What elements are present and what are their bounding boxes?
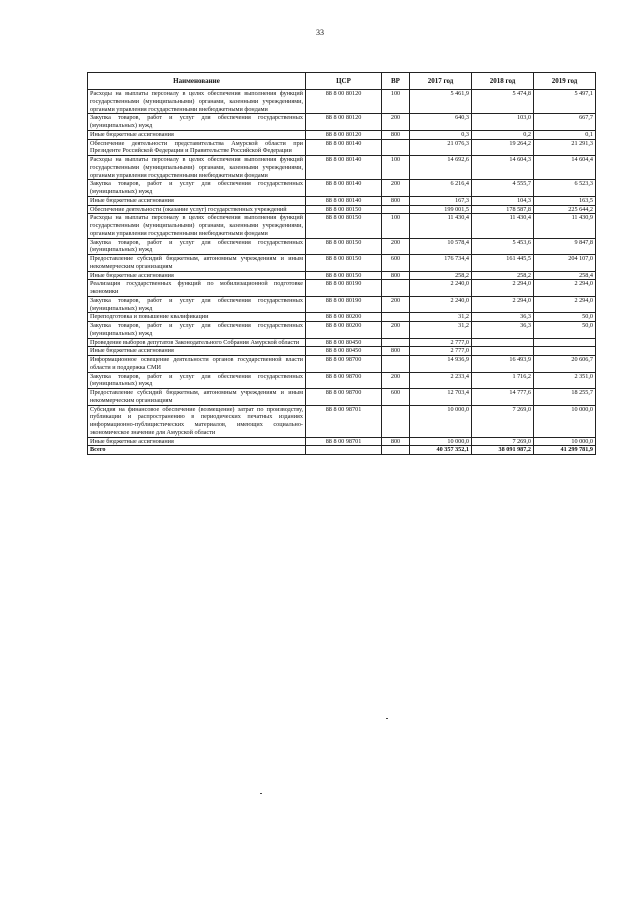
cell-name: Закупка товаров, работ и услуг для обеспечения государственных (муниципальных) нужд <box>88 296 306 313</box>
cell-2019: 18 255,7 <box>534 389 596 406</box>
cell-csr: 88 8 00 80120 <box>306 114 382 131</box>
cell-csr: 88 8 00 80190 <box>306 296 382 313</box>
cell-csr: 88 8 00 80150 <box>306 214 382 238</box>
cell-vr: 800 <box>382 271 410 280</box>
cell-2018: 5 474,8 <box>472 90 534 114</box>
cell-2017: 2 233,4 <box>410 372 472 389</box>
cell-csr: 88 8 00 98700 <box>306 356 382 373</box>
cell-name: Расходы на выплаты персоналу в целях обеспечения выполнения функций государственными (муниципальными) органами, казенными учреждениями, органами управления государственными внебюджетными фондами <box>88 214 306 238</box>
cell-2019: 20 606,7 <box>534 356 596 373</box>
cell-2017: 199 001,5 <box>410 205 472 214</box>
table-row <box>88 372 596 389</box>
table-row <box>88 405 596 437</box>
scan-speck <box>386 718 388 719</box>
cell-2017: 2 777,0 <box>410 347 472 356</box>
total-label: Всего <box>88 446 306 455</box>
table-row <box>88 114 596 131</box>
cell-2019: 50,0 <box>534 313 596 322</box>
cell-2019: 14 604,4 <box>534 156 596 180</box>
cell-2019: 163,5 <box>534 196 596 205</box>
cell-2018: 14 777,6 <box>472 389 534 406</box>
cell-2017: 10 000,0 <box>410 437 472 446</box>
cell-vr <box>382 356 410 373</box>
cell-2018 <box>472 347 534 356</box>
cell-2019: 11 430,9 <box>534 214 596 238</box>
table-row <box>88 90 596 114</box>
cell-vr: 200 <box>382 296 410 313</box>
cell-csr: 88 8 00 98701 <box>306 405 382 437</box>
cell-2018: 1 716,2 <box>472 372 534 389</box>
cell-vr: 200 <box>382 238 410 255</box>
cell-2019: 9 847,8 <box>534 238 596 255</box>
total-2019: 41 299 781,9 <box>534 446 596 455</box>
header-2018: 2018 год <box>472 73 534 90</box>
cell-vr <box>382 280 410 297</box>
total-row <box>88 446 596 455</box>
cell-csr: 88 8 00 80150 <box>306 255 382 272</box>
cell-vr: 800 <box>382 437 410 446</box>
table-body <box>88 90 596 455</box>
cell-2017: 10 000,0 <box>410 405 472 437</box>
cell-2019: 2 351,0 <box>534 372 596 389</box>
table-row <box>88 280 596 297</box>
cell-2017: 0,3 <box>410 130 472 139</box>
cell-vr <box>382 446 410 455</box>
cell-name: Иные бюджетные ассигнования <box>88 196 306 205</box>
table-row <box>88 356 596 373</box>
table-row <box>88 205 596 214</box>
cell-name: Предоставление субсидий бюджетным, автономным учреждениям и иным некоммерческим организациям <box>88 255 306 272</box>
cell-2019: 225 644,2 <box>534 205 596 214</box>
cell-vr: 200 <box>382 372 410 389</box>
cell-vr <box>382 205 410 214</box>
cell-csr: 88 8 00 80150 <box>306 238 382 255</box>
cell-2017: 2 240,0 <box>410 296 472 313</box>
cell-2019: 21 291,3 <box>534 139 596 156</box>
cell-name: Расходы на выплаты персоналу в целях обеспечения выполнения функций государственными (муниципальными) органами, казенными учреждениями, органами управления государственными внебюджетными фондами <box>88 156 306 180</box>
cell-csr: 88 8 00 80120 <box>306 90 382 114</box>
cell-name: Закупка товаров, работ и услуг для обеспечения государственных (муниципальных) нужд <box>88 322 306 339</box>
cell-name: Иные бюджетные ассигнования <box>88 271 306 280</box>
cell-2019 <box>534 347 596 356</box>
cell-vr: 100 <box>382 90 410 114</box>
cell-2017: 31,2 <box>410 313 472 322</box>
table-row <box>88 196 596 205</box>
cell-2019: 204 107,0 <box>534 255 596 272</box>
scan-speck <box>260 793 262 794</box>
cell-2017: 6 216,4 <box>410 180 472 197</box>
cell-2017: 12 703,4 <box>410 389 472 406</box>
cell-name: Проведение выборов депутатов Законодательного Собрания Амурской области <box>88 338 306 347</box>
cell-2019: 50,0 <box>534 322 596 339</box>
cell-2018: 4 555,7 <box>472 180 534 197</box>
cell-csr <box>306 446 382 455</box>
total-2017: 40 357 352,1 <box>410 446 472 455</box>
cell-vr <box>382 139 410 156</box>
header-2017: 2017 год <box>410 73 472 90</box>
table-row <box>88 347 596 356</box>
cell-vr: 600 <box>382 389 410 406</box>
cell-vr <box>382 405 410 437</box>
cell-2018: 178 587,8 <box>472 205 534 214</box>
cell-csr: 88 8 00 98700 <box>306 372 382 389</box>
page-number: 33 <box>316 28 324 37</box>
cell-name: Переподготовка и повышение квалификации <box>88 313 306 322</box>
cell-2018: 14 604,3 <box>472 156 534 180</box>
cell-vr: 600 <box>382 255 410 272</box>
cell-2018: 36,3 <box>472 322 534 339</box>
cell-csr: 88 8 00 80140 <box>306 196 382 205</box>
cell-vr <box>382 338 410 347</box>
table-row <box>88 180 596 197</box>
cell-name: Расходы на выплаты персоналу в целях обеспечения выполнения функций государственными (муниципальными) органами, казенными учреждениями, органами управления государственными внебюджетными фондами <box>88 90 306 114</box>
header-csr: ЦСР <box>306 73 382 90</box>
cell-2017: 2 777,0 <box>410 338 472 347</box>
cell-name: Субсидия на финансовое обеспечение (возмещение) затрат по производству, публикации и распространению в периодических печатных изданиях информационно-публицистических материалов, имеющих социально-экономическое значение для Амурской области <box>88 405 306 437</box>
cell-2018: 19 264,2 <box>472 139 534 156</box>
cell-name: Закупка товаров, работ и услуг для обеспечения государственных (муниципальных) нужд <box>88 180 306 197</box>
cell-2017: 2 240,0 <box>410 280 472 297</box>
cell-2018: 36,3 <box>472 313 534 322</box>
cell-2018: 5 453,6 <box>472 238 534 255</box>
header-vr: ВР <box>382 73 410 90</box>
cell-2018: 7 269,0 <box>472 437 534 446</box>
table-row <box>88 255 596 272</box>
cell-vr: 100 <box>382 156 410 180</box>
cell-2017: 258,2 <box>410 271 472 280</box>
cell-vr: 800 <box>382 347 410 356</box>
cell-2017: 167,3 <box>410 196 472 205</box>
cell-2017: 640,3 <box>410 114 472 131</box>
table-row <box>88 271 596 280</box>
cell-csr: 88 8 00 80150 <box>306 205 382 214</box>
cell-2019: 0,1 <box>534 130 596 139</box>
cell-name: Закупка товаров, работ и услуг для обеспечения государственных (муниципальных) нужд <box>88 114 306 131</box>
cell-vr: 200 <box>382 180 410 197</box>
table-row <box>88 130 596 139</box>
cell-csr: 88 8 00 80140 <box>306 139 382 156</box>
table-row <box>88 389 596 406</box>
cell-2019: 667,7 <box>534 114 596 131</box>
cell-vr: 200 <box>382 322 410 339</box>
cell-2018: 104,3 <box>472 196 534 205</box>
cell-2017: 5 461,9 <box>410 90 472 114</box>
cell-csr: 88 8 00 80190 <box>306 280 382 297</box>
table-row <box>88 296 596 313</box>
cell-vr: 800 <box>382 130 410 139</box>
header-2019: 2019 год <box>534 73 596 90</box>
cell-2018: 16 493,9 <box>472 356 534 373</box>
cell-2017: 10 578,4 <box>410 238 472 255</box>
cell-2019: 5 497,1 <box>534 90 596 114</box>
table-row <box>88 238 596 255</box>
cell-2019: 10 000,0 <box>534 437 596 446</box>
cell-csr: 88 8 00 98701 <box>306 437 382 446</box>
cell-csr: 88 8 00 80450 <box>306 338 382 347</box>
cell-vr <box>382 313 410 322</box>
cell-2017: 14 692,6 <box>410 156 472 180</box>
cell-name: Предоставление субсидий бюджетным, автономным учреждениям и иным некоммерческим организациям <box>88 389 306 406</box>
table-row <box>88 156 596 180</box>
cell-csr: 88 8 00 80450 <box>306 347 382 356</box>
cell-2018: 258,2 <box>472 271 534 280</box>
cell-name: Обеспечение деятельности представительства Амурской области при Президенте Российской Федерации и Правительстве Российской Федерации <box>88 139 306 156</box>
total-2018: 38 091 987,2 <box>472 446 534 455</box>
cell-2017: 14 936,9 <box>410 356 472 373</box>
cell-2018: 11 430,4 <box>472 214 534 238</box>
table-row <box>88 437 596 446</box>
cell-csr: 88 8 00 80140 <box>306 180 382 197</box>
cell-2019: 2 294,0 <box>534 280 596 297</box>
cell-csr: 88 8 00 80150 <box>306 271 382 280</box>
cell-2018: 161 445,5 <box>472 255 534 272</box>
cell-2019: 10 000,0 <box>534 405 596 437</box>
cell-name: Реализация государственных функций по мобилизационной подготовке экономики <box>88 280 306 297</box>
cell-name: Информационное освещение деятельности органов государственной власти области и поддержка СМИ <box>88 356 306 373</box>
cell-csr: 88 8 00 98700 <box>306 389 382 406</box>
cell-2019: 6 523,3 <box>534 180 596 197</box>
cell-vr: 200 <box>382 114 410 131</box>
cell-2019 <box>534 338 596 347</box>
table-row <box>88 338 596 347</box>
table-header-row <box>88 73 596 90</box>
cell-2017: 11 430,4 <box>410 214 472 238</box>
table-row <box>88 322 596 339</box>
cell-2017: 21 076,3 <box>410 139 472 156</box>
cell-vr: 800 <box>382 196 410 205</box>
cell-2017: 176 734,4 <box>410 255 472 272</box>
cell-2018: 2 294,0 <box>472 280 534 297</box>
cell-name: Иные бюджетные ассигнования <box>88 130 306 139</box>
table-row <box>88 214 596 238</box>
cell-2019: 258,4 <box>534 271 596 280</box>
cell-2018: 2 294,0 <box>472 296 534 313</box>
cell-2019: 2 294,0 <box>534 296 596 313</box>
cell-name: Иные бюджетные ассигнования <box>88 437 306 446</box>
cell-name: Закупка товаров, работ и услуг для обеспечения государственных (муниципальных) нужд <box>88 372 306 389</box>
cell-csr: 88 8 00 80120 <box>306 130 382 139</box>
cell-2018: 0,2 <box>472 130 534 139</box>
header-name: Наименование <box>88 73 306 90</box>
cell-2018 <box>472 338 534 347</box>
cell-csr: 88 8 00 80200 <box>306 313 382 322</box>
table-row <box>88 313 596 322</box>
cell-2018: 7 269,0 <box>472 405 534 437</box>
cell-csr: 88 8 00 80200 <box>306 322 382 339</box>
cell-2018: 103,0 <box>472 114 534 131</box>
budget-table <box>87 72 596 455</box>
cell-name: Обеспечение деятельности (оказание услуг) государственных учреждений <box>88 205 306 214</box>
cell-name: Закупка товаров, работ и услуг для обеспечения государственных (муниципальных) нужд <box>88 238 306 255</box>
cell-2017: 31,2 <box>410 322 472 339</box>
table-row <box>88 139 596 156</box>
cell-name: Иные бюджетные ассигнования <box>88 347 306 356</box>
cell-csr: 88 8 00 80140 <box>306 156 382 180</box>
cell-vr: 100 <box>382 214 410 238</box>
